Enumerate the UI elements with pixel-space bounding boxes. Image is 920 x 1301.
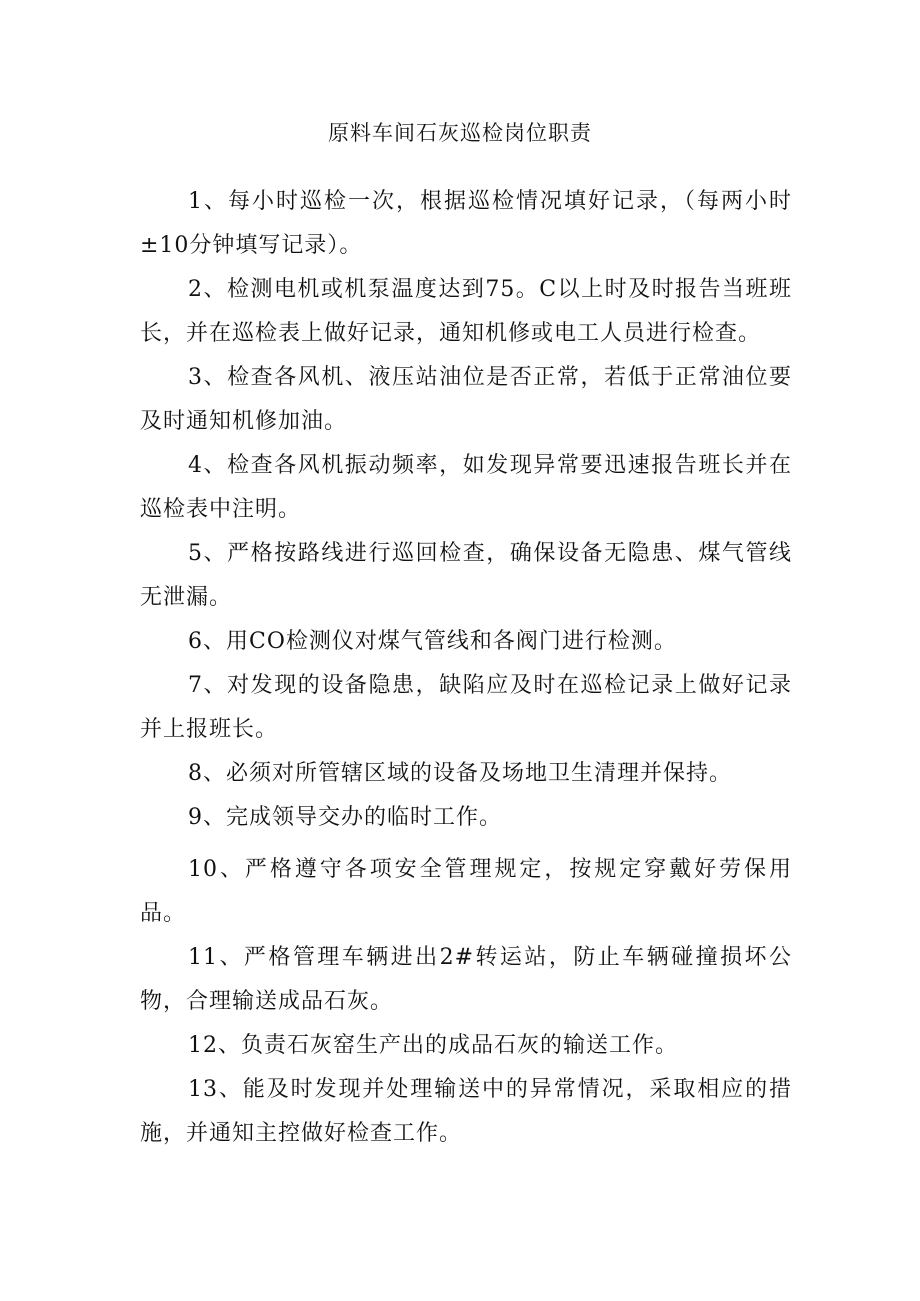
document-title: 原料车间石灰巡检岗位职责 xyxy=(328,121,592,145)
duty-item-12: 12、负责石灰窑生产出的成品石灰的输送工作。 xyxy=(188,1033,678,1058)
duty-list xyxy=(140,180,792,1156)
duty-item-1: 1、每小时巡检一次，根据巡检情况填好记录，（每两小时±10分钟填写记录）。 xyxy=(140,189,792,258)
duty-item-3: 3、检查各风机、液压站油位是否正常，若低于正常油位要及时通知机修加油。 xyxy=(140,365,792,434)
duty-item-8: 8、必须对所管辖区域的设备及场地卫生清理并保持。 xyxy=(188,761,732,786)
duty-item-9: 9、完成领导交办的临时工作。 xyxy=(188,805,502,830)
duty-item-2: 2、检测电机或机泵温度达到75。C以上时及时报告当班班长，并在巡检表上做好记录，通知机修或电工人员进行检查。 xyxy=(140,277,792,346)
duty-item-13: 13、能及时发现并处理输送中的异常情况，采取相应的措施，并通知主控做好检查工作。 xyxy=(140,1077,792,1146)
duty-item-11: 11、严格管理车辆进出2#转运站，防止车辆碰撞损坏公物，合理输送成品石灰。 xyxy=(140,945,792,1014)
duty-item-4: 4、检查各风机振动频率，如发现异常要迅速报告班长并在巡检表中注明。 xyxy=(140,453,792,522)
duty-item-10: 10、严格遵守各项安全管理规定，按规定穿戴好劳保用品。 xyxy=(140,857,792,926)
duty-item-5: 5、严格按路线进行巡回检查，确保设备无隐患、煤气管线无泄漏。 xyxy=(140,541,792,610)
duty-item-6: 6、用CO检测仪对煤气管线和各阀门进行检测。 xyxy=(188,629,677,654)
duty-item-7: 7、对发现的设备隐患，缺陷应及时在巡检记录上做好记录并上报班长。 xyxy=(140,673,792,742)
